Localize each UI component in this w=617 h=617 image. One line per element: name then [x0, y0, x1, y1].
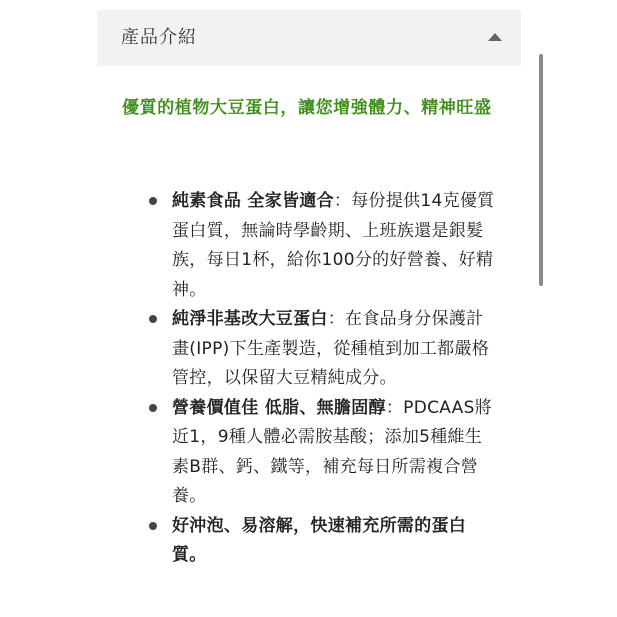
feature-separator: ：	[327, 309, 346, 329]
feature-title: 好沖泡、易溶解，快速補充所需的蛋白質。	[172, 515, 467, 565]
product-intro-accordion-header[interactable]	[97, 10, 521, 66]
feature-text: 每份提供14克優質蛋白質，無論時學齡期、上班族還是銀髮族，每日1杯，給你100分的好營養、好精神。	[172, 191, 495, 300]
feature-title: 純素食品 全家皆適合	[172, 191, 334, 211]
bullet-icon	[149, 197, 157, 205]
feature-item-non-gmo	[148, 305, 498, 394]
feature-item-nutrition	[148, 394, 498, 512]
feature-list	[148, 187, 498, 571]
bullet-icon	[149, 315, 157, 323]
caret-up-icon[interactable]	[488, 33, 502, 41]
feature-separator: ：	[385, 397, 404, 418]
bullet-icon	[149, 404, 157, 412]
product-headline: 優質的植物大豆蛋白，讓您增強體力、精神旺盛	[122, 98, 492, 118]
accordion-title: 產品介紹	[121, 27, 197, 48]
product-intro-content	[122, 93, 502, 565]
feature-separator: ：	[333, 191, 352, 211]
feature-item-easy-mix	[148, 512, 498, 571]
vertical-scrollbar[interactable]	[539, 54, 543, 286]
feature-text: PDCAAS將近1，9種人體必需胺基酸；添加5種維生素B群、鈣、鐵等，補充每日所需複合營養。	[172, 397, 492, 506]
bullet-icon	[149, 522, 157, 530]
feature-text: 在食品身分保護計畫(IPP)下生產製造，從種植到加工都嚴格管控，以保留大豆精純成分。	[172, 309, 490, 388]
feature-title: 營養價值佳 低脂、無膽固醇	[172, 397, 386, 418]
feature-title: 純淨非基改大豆蛋白	[172, 309, 328, 329]
feature-item-vegan	[148, 187, 498, 305]
